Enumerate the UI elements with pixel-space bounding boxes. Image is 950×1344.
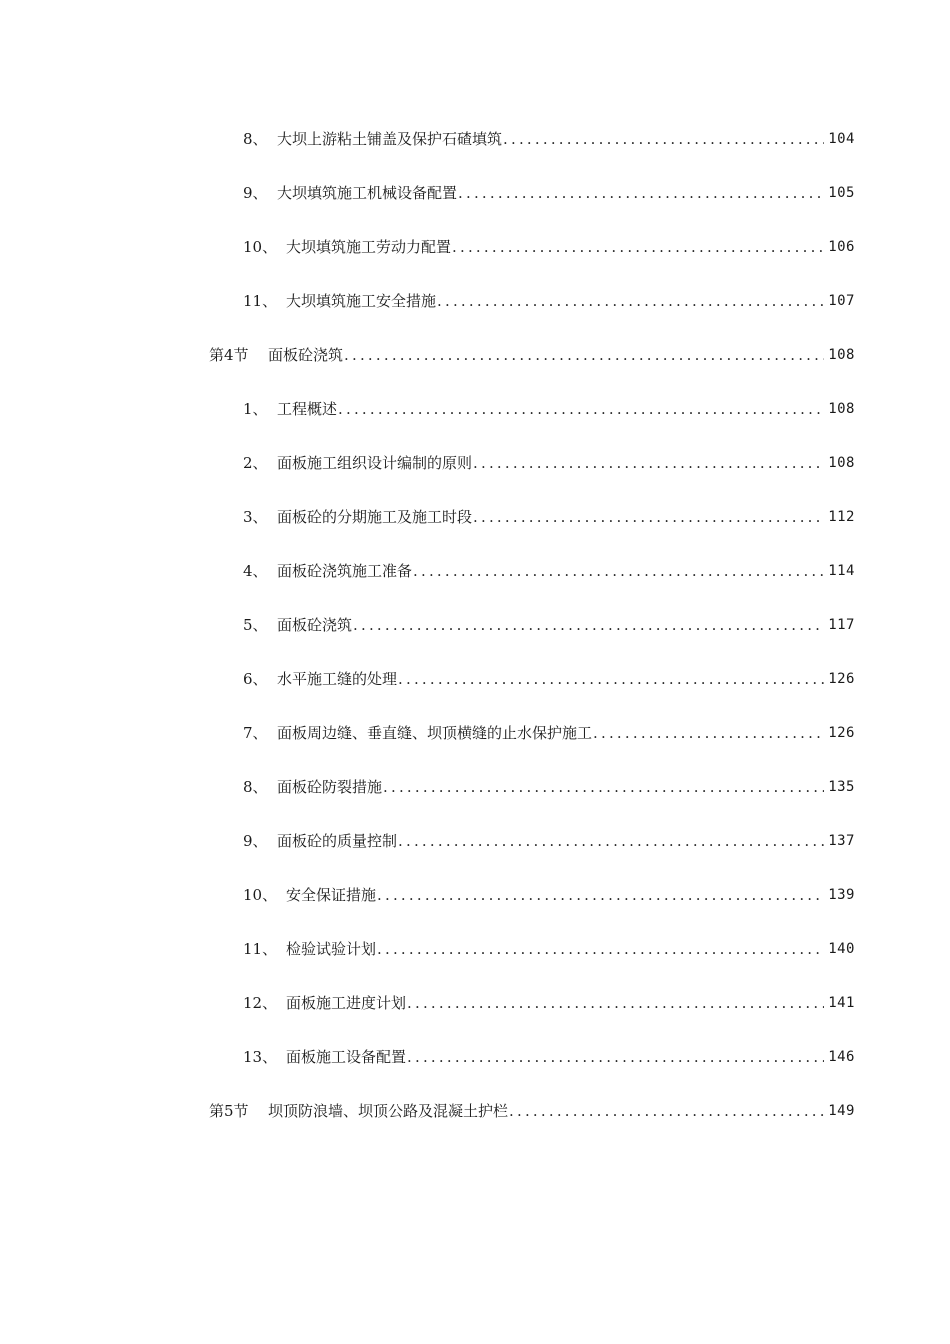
toc-entry[interactable] [243, 397, 855, 421]
dot-leader [473, 505, 824, 529]
toc-entry-page-number: 108 [828, 347, 855, 363]
toc-entry[interactable] [243, 235, 855, 259]
toc-entry-title: 安全保证措施 [286, 886, 377, 904]
dot-leader [413, 559, 824, 583]
toc-entry-title: 面板砼的分期施工及施工时段 [277, 508, 473, 526]
toc-entry-title: 大坝填筑施工机械设备配置 [277, 184, 458, 202]
toc-entry-number: 9、 [243, 184, 268, 202]
toc-entry-page-number: 114 [828, 563, 855, 579]
dot-leader [398, 829, 824, 853]
toc-entry-number: 8、 [243, 778, 268, 796]
toc-entry-page-number: 141 [828, 995, 855, 1011]
toc-entry-number: 2、 [243, 454, 268, 472]
toc-section-title: 坝顶防浪墙、坝顶公路及混凝土护栏 [268, 1102, 509, 1120]
toc-entry-number: 10、 [243, 886, 278, 904]
toc-entry-page-number: 149 [828, 1103, 855, 1119]
toc-entry[interactable] [243, 667, 855, 691]
toc-entry-page-number: 108 [828, 455, 855, 471]
toc-entry[interactable] [243, 991, 855, 1015]
dot-leader [377, 883, 824, 907]
dot-leader [407, 1045, 824, 1069]
toc-entry-title: 大坝填筑施工安全措施 [286, 292, 437, 310]
toc-entry-page-number: 137 [828, 833, 855, 849]
dot-leader [503, 127, 824, 151]
dot-leader [353, 613, 824, 637]
toc-entry-page-number: 105 [828, 185, 855, 201]
toc-entry-page-number: 126 [828, 671, 855, 687]
toc-section-entry[interactable] [209, 343, 855, 367]
dot-leader [407, 991, 824, 1015]
toc-section-number: 第5节 [209, 1102, 249, 1120]
toc-entry[interactable] [243, 937, 855, 961]
dot-leader [593, 721, 824, 745]
toc-entry[interactable] [243, 559, 855, 583]
toc-entry-title: 面板施工组织设计编制的原则 [277, 454, 473, 472]
toc-entry[interactable] [243, 775, 855, 799]
toc-entry-page-number: 108 [828, 401, 855, 417]
toc-entry-number: 9、 [243, 832, 268, 850]
toc-entry-number: 1、 [243, 400, 268, 418]
toc-section-title: 面板砼浇筑 [268, 346, 344, 364]
toc-entry-page-number: 140 [828, 941, 855, 957]
toc-entry[interactable] [243, 289, 855, 313]
toc-entry-number: 4、 [243, 562, 268, 580]
toc-entry-title: 检验试验计划 [286, 940, 377, 958]
toc-entry-title: 面板周边缝、垂直缝、坝顶横缝的止水保护施工 [277, 724, 593, 742]
dot-leader [398, 667, 824, 691]
toc-entry-title: 大坝上游粘土铺盖及保护石碴填筑 [277, 130, 503, 148]
toc-entry[interactable] [243, 613, 855, 637]
toc-entry-title: 面板砼浇筑施工准备 [277, 562, 413, 580]
toc-entry[interactable] [243, 1045, 855, 1069]
toc-entry-page-number: 106 [828, 239, 855, 255]
toc-entry-title: 面板砼防裂措施 [277, 778, 383, 796]
toc-entry[interactable] [243, 829, 855, 853]
toc-entry[interactable] [243, 721, 855, 745]
toc-entry[interactable] [243, 505, 855, 529]
dot-leader [458, 181, 824, 205]
dot-leader [377, 937, 824, 961]
dot-leader [338, 397, 824, 421]
toc-entry-number: 13、 [243, 1048, 278, 1066]
toc-entry-title: 面板施工进度计划 [286, 994, 407, 1012]
toc-entry-page-number: 135 [828, 779, 855, 795]
toc-entry[interactable] [243, 451, 855, 475]
toc-entry-number: 11、 [243, 292, 278, 310]
toc-entry-number: 10、 [243, 238, 278, 256]
dot-leader [452, 235, 824, 259]
toc-entry-page-number: 126 [828, 725, 855, 741]
toc-entry[interactable] [243, 883, 855, 907]
toc-entry-page-number: 146 [828, 1049, 855, 1065]
toc-entry-title: 面板砼的质量控制 [277, 832, 398, 850]
toc-entry-number: 5、 [243, 616, 268, 634]
toc-entry-title: 大坝填筑施工劳动力配置 [286, 238, 452, 256]
toc-entry-number: 8、 [243, 130, 268, 148]
dot-leader [383, 775, 824, 799]
toc-section-entry[interactable] [209, 1099, 855, 1123]
toc-section-number: 第4节 [209, 346, 249, 364]
toc-entry-page-number: 139 [828, 887, 855, 903]
toc-entry-number: 12、 [243, 994, 278, 1012]
toc-entry-title: 水平施工缝的处理 [277, 670, 398, 688]
dot-leader [473, 451, 824, 475]
toc-entry-page-number: 104 [828, 131, 855, 147]
toc-entry-number: 3、 [243, 508, 268, 526]
toc-entry-number: 7、 [243, 724, 268, 742]
toc-entry-number: 11、 [243, 940, 278, 958]
dot-leader [344, 343, 824, 367]
toc-entry[interactable] [243, 181, 855, 205]
toc-entry-title: 面板砼浇筑 [277, 616, 353, 634]
toc-entry-page-number: 112 [828, 509, 855, 525]
toc-entry[interactable] [243, 127, 855, 151]
toc-entry-page-number: 107 [828, 293, 855, 309]
dot-leader [437, 289, 824, 313]
dot-leader [509, 1099, 824, 1123]
toc-entry-page-number: 117 [828, 617, 855, 633]
toc-entry-number: 6、 [243, 670, 268, 688]
toc-entry-title: 工程概述 [277, 400, 338, 418]
toc-entry-title: 面板施工设备配置 [286, 1048, 407, 1066]
